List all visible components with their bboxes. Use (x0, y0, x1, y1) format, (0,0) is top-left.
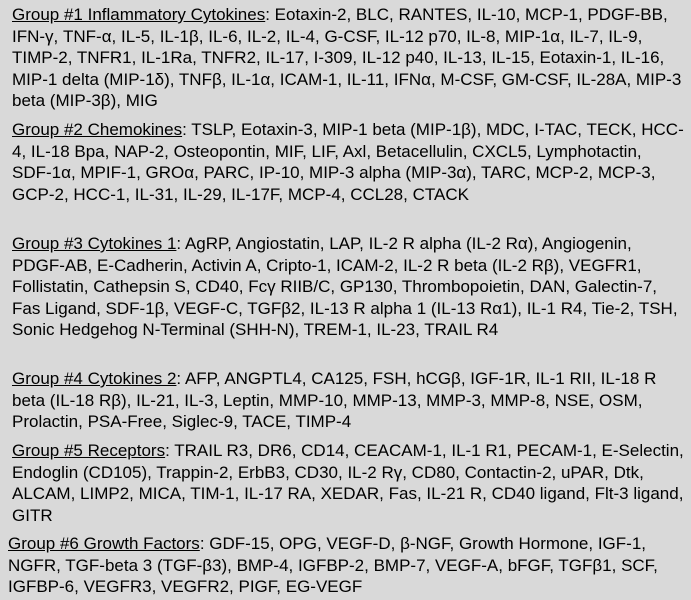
group-2-items: TSLP, Eotaxin-3, MIP-1 beta (MIP-1β), MDC, I-TAC, TECK, HCC-4, IL-18 Bpa, NAP-2, Osteopontin, MIF, LIF, Axl, Betacellulin, CXCL5, Lymphotactin, SDF-1α, MPIF-1, GROα, PARC, IP-10, MIP-3 alpha (MIP-3α), TARC, MCP-2, MCP-3, GCP-2, HCC-1, IL-31, IL-29, IL-17F, MCP-4, CCL28, CTACK (12, 120, 684, 204)
group-3-items: AgRP, Angiostatin, LAP, IL-2 R alpha (IL-2 Rα), Angiogenin, PDGF-AB, E-Cadherin, Activin A, Cripto-1, ICAM-2, IL-2 R beta (IL-2 Rβ), VEGFR1, Follistatin, Cathepsin S, CD40, Fcγ RIIB/C, GP130, Thrombopoietin, DAN, Galectin-7, Fas Ligand, SDF-1β, VEGF-C, TGFβ2, IL-13 R alpha 1 (IL-13 Rα1), IL-1 R4, Tie-2, TSH, Sonic Hedgehog N-Terminal (SHH-N), TREM-1, IL-23, TRAIL R4 (12, 234, 678, 340)
group-6-title: Group #6 Growth Factors (8, 534, 200, 553)
group-5-separator: : (165, 441, 175, 460)
group-6-items: GDF-15, OPG, VEGF-D, β-NGF, Growth Hormone, IGF-1, NGFR, TGF-beta 3 (TGF-β3), BMP-4, IGFBP-2, BMP-7, VEGF-A, bFGF, TGFβ1, SCF, IGFBP-6, VEGFR3, VEGFR2, PIGF, EG-VEGF (8, 534, 658, 597)
group-6-separator: : (199, 534, 210, 553)
group-4-paragraph (12, 368, 684, 433)
group-1-separator: : (265, 5, 275, 24)
group-2-title: Group #2 Chemokines (12, 120, 183, 139)
group-5-title: Group #5 Receptors (12, 441, 166, 460)
group-2-separator: : (182, 120, 192, 139)
group-4-separator: : (176, 369, 185, 388)
group-4-title: Group #4 Cytokines 2 (12, 369, 177, 388)
group-5-items: TRAIL R3, DR6, CD14, CEACAM-1, IL-1 R1, PECAM-1, E-Selectin, Endoglin (CD105), Trappin-2, ErbB3, CD30, IL-2 Rγ, CD80, Contactin-2, uPAR, Dtk, ALCAM, LIMP2, MICA, TIM-1, IL-17 RA, XEDAR, Fas, IL-21 R, CD40 ligand, Flt-3 ligand, GITR (12, 441, 684, 525)
group-3-title: Group #3 Cytokines 1 (12, 234, 177, 253)
group-1-title: Group #1 Inflammatory Cytokines (12, 5, 266, 24)
group-2-paragraph (12, 119, 684, 205)
group-3-separator: : (176, 234, 185, 253)
group-4-items: AFP, ANGPTL4, CA125, FSH, hCGβ, IGF-1R, IL-1 RII, IL-18 R beta (IL-18 Rβ), IL-21, IL-3, Leptin, MMP-10, MMP-13, MMP-3, MMP-8, NSE, OSM, Prolactin, PSA-Free, Siglec-9, TACE, TIMP-4 (12, 369, 657, 432)
group-5-paragraph (12, 440, 684, 526)
group-1-paragraph (12, 4, 684, 112)
group-1-items: Eotaxin-2, BLC, RANTES, IL-10, MCP-1, PDGF-BB, IFN-γ, TNF-α, IL-5, IL-1β, IL-6, IL-2, IL-4, G-CSF, IL-12 p70, IL-8, MIP-1α, IL-7, IL-9, TIMP-2, TNFR1, IL-1Ra, TNFR2, IL-17, I-309, IL-12 p40, IL-13, IL-15, Eotaxin-1, IL-16, MIP-1 delta (MIP-1δ), TNFβ, IL-1α, ICAM-1, IL-11, IFNα, M-CSF, GM-CSF, IL-28A, MIP-3 beta (MIP-3β), MIG (12, 5, 682, 111)
group-6-paragraph (8, 533, 684, 598)
group-3-paragraph (12, 233, 684, 341)
